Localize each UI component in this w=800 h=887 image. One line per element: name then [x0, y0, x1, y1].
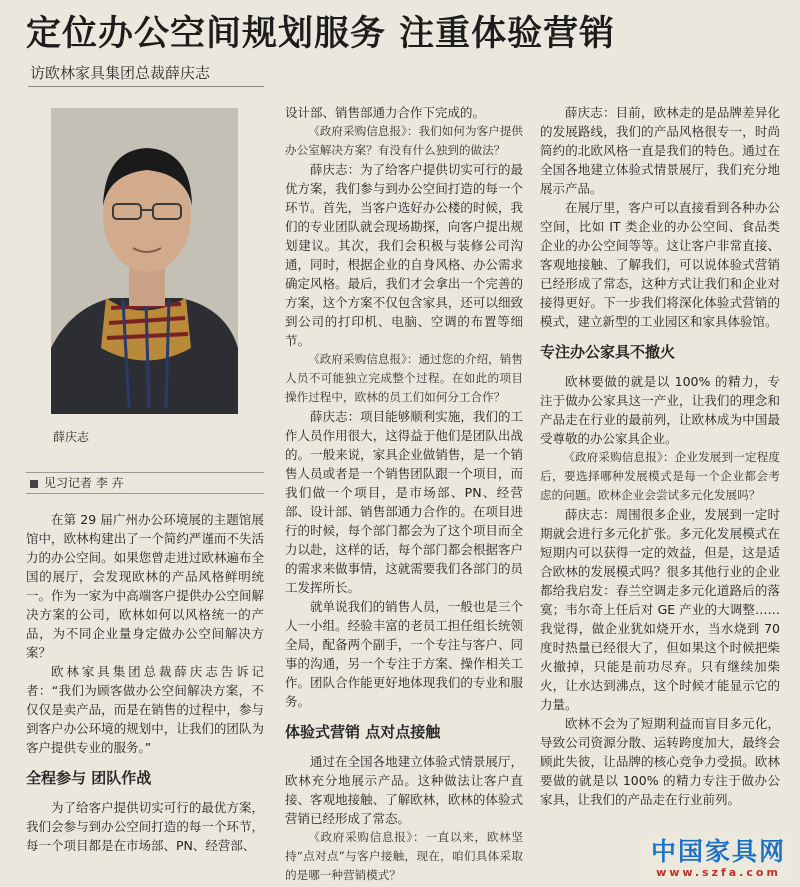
article-subhead: 访欧林家具集团总裁薛庆志: [30, 64, 211, 82]
paragraph: 欧林要做的就是以 100% 的精力，专注于做办公家具这一产业，让我们的理念和产品走在行业的最前列，让欧林成为中国最受尊敬的办公家具企业。: [540, 374, 780, 446]
photo-caption: 薛庆志: [53, 430, 90, 444]
section-heading: 体验式营销 点对点接触: [285, 723, 441, 741]
paragraph: 欧林家具集团总裁薛庆志告诉记者：“我们为顾客做办公空间解决方案，不仅仅是卖产品，而是在销售的过程中，参与到客户办公环境的规划中，让我们的团队为客户提供专业的服务。”: [26, 664, 264, 755]
paragraph: 通过在全国各地建立体验式情景展厅，欧林充分地展示产品。这种做法让客户直接、客观地接触、了解欧林，欧林的体验式营销已经形成了常态。: [285, 754, 523, 826]
byline: [26, 472, 264, 494]
interview-question: 《政府采购信息报》：通过您的介绍，销售人员不可能独立完成整个过程。在如此的项目操作过程中，欧林的员工们如何分工合作？: [285, 352, 523, 404]
interview-question: 《政府采购信息报》：一直以来，欧林坚持“点对点”与客户接触，现在，咱们具体采取的是哪一种营销模式？: [285, 830, 523, 882]
interview-question: 《政府采购信息报》：企业发展到一定程度后，要选择哪种发展模式是每一个企业都会考虑的问题。欧林企业会尝试多元化发展吗？: [540, 450, 780, 502]
column-3: [540, 103, 780, 809]
paragraph: 在展厅里，客户可以直接看到各种办公空间，比如 IT 类企业的办公空间、食品类企业的办公空间等等。这让客户非常直接、客观地接触、了解我们，可以说体验式营销已经形成了常态，这种方式让我们和企业对接得更好。下一步我们将深化体验式营销的模式，建立新型的工业园区和家具体验馆。: [540, 200, 780, 329]
paragraph: 设计部、销售部通力合作下完成的。: [285, 105, 486, 120]
square-bullet-icon: [30, 480, 38, 488]
paragraph: 薛庆志：目前，欧林走的是品牌差异化的发展路线，我们的产品风格很专一，时尚简约的北欧风格一直是我们的特色。通过在全国各地建立体验式情景展厅，我们充分地展示产品。: [540, 105, 780, 196]
portrait-illustration: [51, 108, 238, 414]
paragraph: 就单说我们的销售人员，一般也是三个人一小组。经验丰富的老员工担任组长统领全局，配备两个副手，一个专注与客户、同事的沟通，另一个专注于方案、操作相关工作。团队合作能更好地体现我们的专业和服务。: [285, 599, 523, 709]
paragraph: 薛庆志：为了给客户提供切实可行的最优方案，我们参与到办公空间打造的每一个环节。首先，当客户选好办公楼的时候，我们的专业团队就会现场勘探，向客户提出规划建议。其次，我们会积极与装修公司沟通，同时，根据企业的自身风格、办公需求确定风格。最后，我们才会拿出一个完善的方案，这个方案不仅包含家具，还可以细致到公司的打印机、电脑、空调的布置等细节。: [285, 162, 523, 348]
site-watermark: [645, 836, 792, 881]
paragraph: 在第 29 届广州办公环境展的主题馆展馆中，欧林构建出了一个简约严谨而不失活力的办公空间。如果您曾走进过欧林遍布全国的展厅，会发现欧林的产品风格鲜明统一。作为一家为中高端客户提供办公空间解决方案的公司，欧林如何以风格统一的产品，为不同企业量身定做办公空间解决方案？: [26, 512, 264, 660]
column-2: [285, 103, 523, 885]
divider: [28, 86, 264, 87]
paragraph: 为了给客户提供切实可行的最优方案，我们会参与到办公空间打造的每一个环节，每一个项目都是在市场部、PN、经营部、: [26, 800, 264, 853]
column-1: [26, 510, 264, 855]
paragraph: 薛庆志：周围很多企业，发展到一定时期就会进行多元化扩张。多元化发展模式在短期内可以获得一定的效益，但是，这是适合欧林的发展模式吗？很多其他行业的企业都给我启发：春兰空调走多元化道路后的落寞；韦尔奇上任后对 GE 产业的大调整……我觉得，做企业犹如烧开水，当水烧到 70 度时热量已经很大了，但如果这个时候把柴火撤掉，只能是前功尽弃。只有继续加柴火，让水达到沸点，这个时候才能显示它的力量。: [540, 507, 780, 712]
watermark-url: www.szfa.com: [656, 866, 781, 879]
byline-text: 见习记者 李 卉: [44, 476, 124, 490]
interview-question: 《政府采购信息报》：我们如何为客户提供办公室解决方案？有没有什么独到的做法？: [285, 124, 523, 157]
section-heading: 全程参与 团队作战: [26, 769, 152, 787]
watermark-title: 中国家具网: [650, 837, 786, 866]
section-heading: 专注办公家具不撤火: [540, 343, 676, 361]
paragraph: 薛庆志：项目能够顺利实施，我们的工作人员作用很大，这得益于他们是团队出战的。一般来说，家具企业做销售，是一个销售人员或者是一个销售团队跟一个项目，而我们做一个项目，是市场部、PN、经营部、设计部、销售部通力合作的。在项目进行的时候，每个部门都会为了这个项目而全力以赴，这样的话，每个部门都会根据客户的需求来做事情，这就需要我们各部门的员工发挥所长。: [285, 409, 523, 595]
portrait-photo: [51, 108, 238, 414]
article-headline: 定位办公空间规划服务 注重体验营销: [26, 14, 616, 54]
paragraph: 欧林不会为了短期利益而盲目多元化，导致公司资源分散、运转跨度加大，最终会顾此失彼，让品牌的核心竞争力受损。欧林要做的就是以 100% 的精力专注于做办公家具，让我们的产品走在行业前列。: [540, 716, 780, 807]
